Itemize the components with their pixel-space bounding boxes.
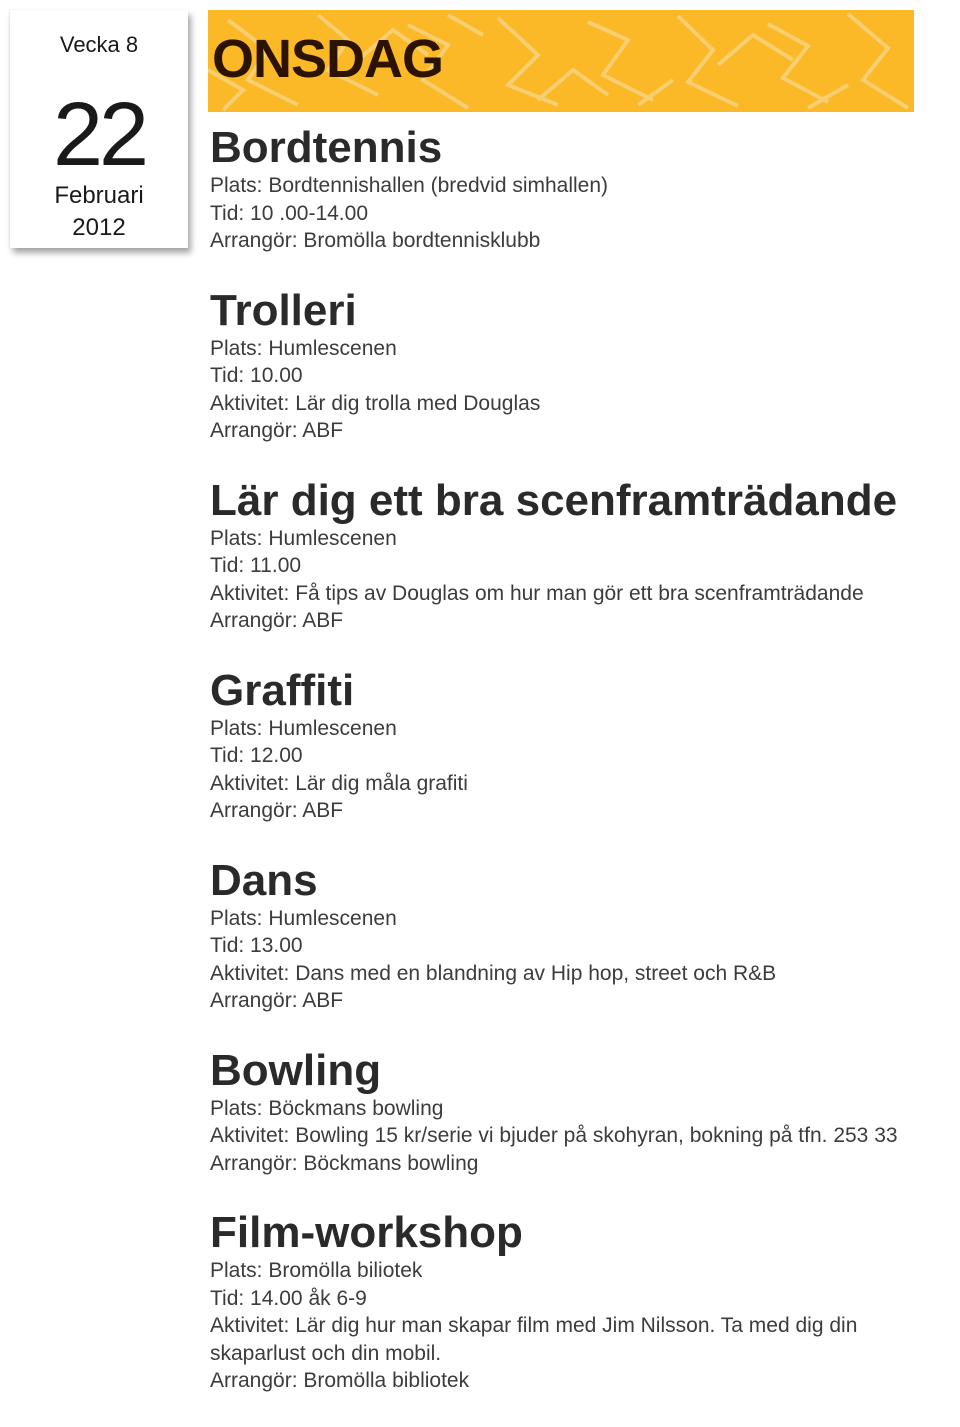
- event-location: Plats: Bordtennishallen (bredvid simhallen): [210, 174, 609, 197]
- event-location: Plats: Böckmans bowling: [210, 1096, 444, 1120]
- event-time: Tid: 14.00 åk 6-9: [210, 1286, 367, 1310]
- event-time: Tid: 11.00: [210, 554, 302, 577]
- event-item: [210, 857, 960, 1015]
- event-activity: Aktivitet: Lär dig trolla med Douglas: [210, 391, 541, 415]
- date-card: [10, 10, 188, 248]
- event-title: Film-workshop: [210, 1208, 523, 1257]
- event-title: Bordtennis: [210, 123, 443, 172]
- event-location: Plats: Humlescenen: [210, 526, 397, 550]
- event-time: Tid: 13.00: [210, 934, 303, 957]
- event-location: Plats: Bromölla biliotek: [210, 1259, 423, 1282]
- event-item: [210, 124, 960, 255]
- event-item: [210, 1209, 960, 1395]
- event-title: Bowling: [210, 1045, 382, 1095]
- event-item: [210, 1047, 960, 1178]
- event-organizer: Arrangör: ABF: [210, 419, 344, 442]
- event-activity: Aktivitet: Lär dig måla grafiti: [210, 771, 468, 795]
- event-organizer: Arrangör: ABF: [210, 989, 344, 1012]
- event-location: Plats: Humlescenen: [210, 716, 397, 740]
- year: 2012: [72, 214, 126, 241]
- event-time: Tid: 10 .00-14.00: [210, 201, 368, 225]
- event-organizer: Arrangör: ABF: [210, 609, 344, 632]
- event-organizer: Arrangör: Böckmans bowling: [210, 1151, 479, 1175]
- event-title: Trolleri: [210, 285, 357, 335]
- event-activity: Aktivitet: Lär dig hur man skapar film med Jim Nilsson. Ta med dig din skaparlust och din mobil.: [210, 1314, 858, 1365]
- month-name: Februari: [54, 182, 144, 209]
- event-location: Plats: Humlescenen: [210, 336, 397, 360]
- event-item: [210, 477, 960, 635]
- event-organizer: Arrangör: Bromölla bordtennisklubb: [210, 229, 541, 252]
- event-title: Dans: [210, 855, 318, 905]
- day-number: 22: [52, 85, 146, 185]
- weekday-header-band: [208, 10, 914, 112]
- event-activity: Aktivitet: Bowling 15 kr/serie vi bjuder på skohyran, bokning på tfn. 253 33: [210, 1124, 898, 1147]
- event-organizer: Arrangör: ABF: [210, 799, 344, 822]
- event-title: Lär dig ett bra scenframträdande: [210, 475, 898, 525]
- event-organizer: Arrangör: Bromölla bibliotek: [210, 1369, 470, 1392]
- event-list: [210, 124, 960, 1427]
- event-time: Tid: 10.00: [210, 364, 303, 387]
- event-location: Plats: Humlescenen: [210, 906, 397, 930]
- event-item: [210, 287, 960, 445]
- event-activity: Aktivitet: Dans med en blandning av Hip hop, street och R&B: [210, 961, 777, 985]
- event-title: Graffiti: [210, 665, 355, 715]
- weekday-title: ONSDAG: [212, 29, 444, 89]
- event-item: [210, 667, 960, 825]
- week-number: Vecka 8: [59, 32, 139, 57]
- event-activity: Aktivitet: Få tips av Douglas om hur man gör ett bra scenframträdande: [210, 581, 864, 605]
- event-time: Tid: 12.00: [210, 744, 303, 767]
